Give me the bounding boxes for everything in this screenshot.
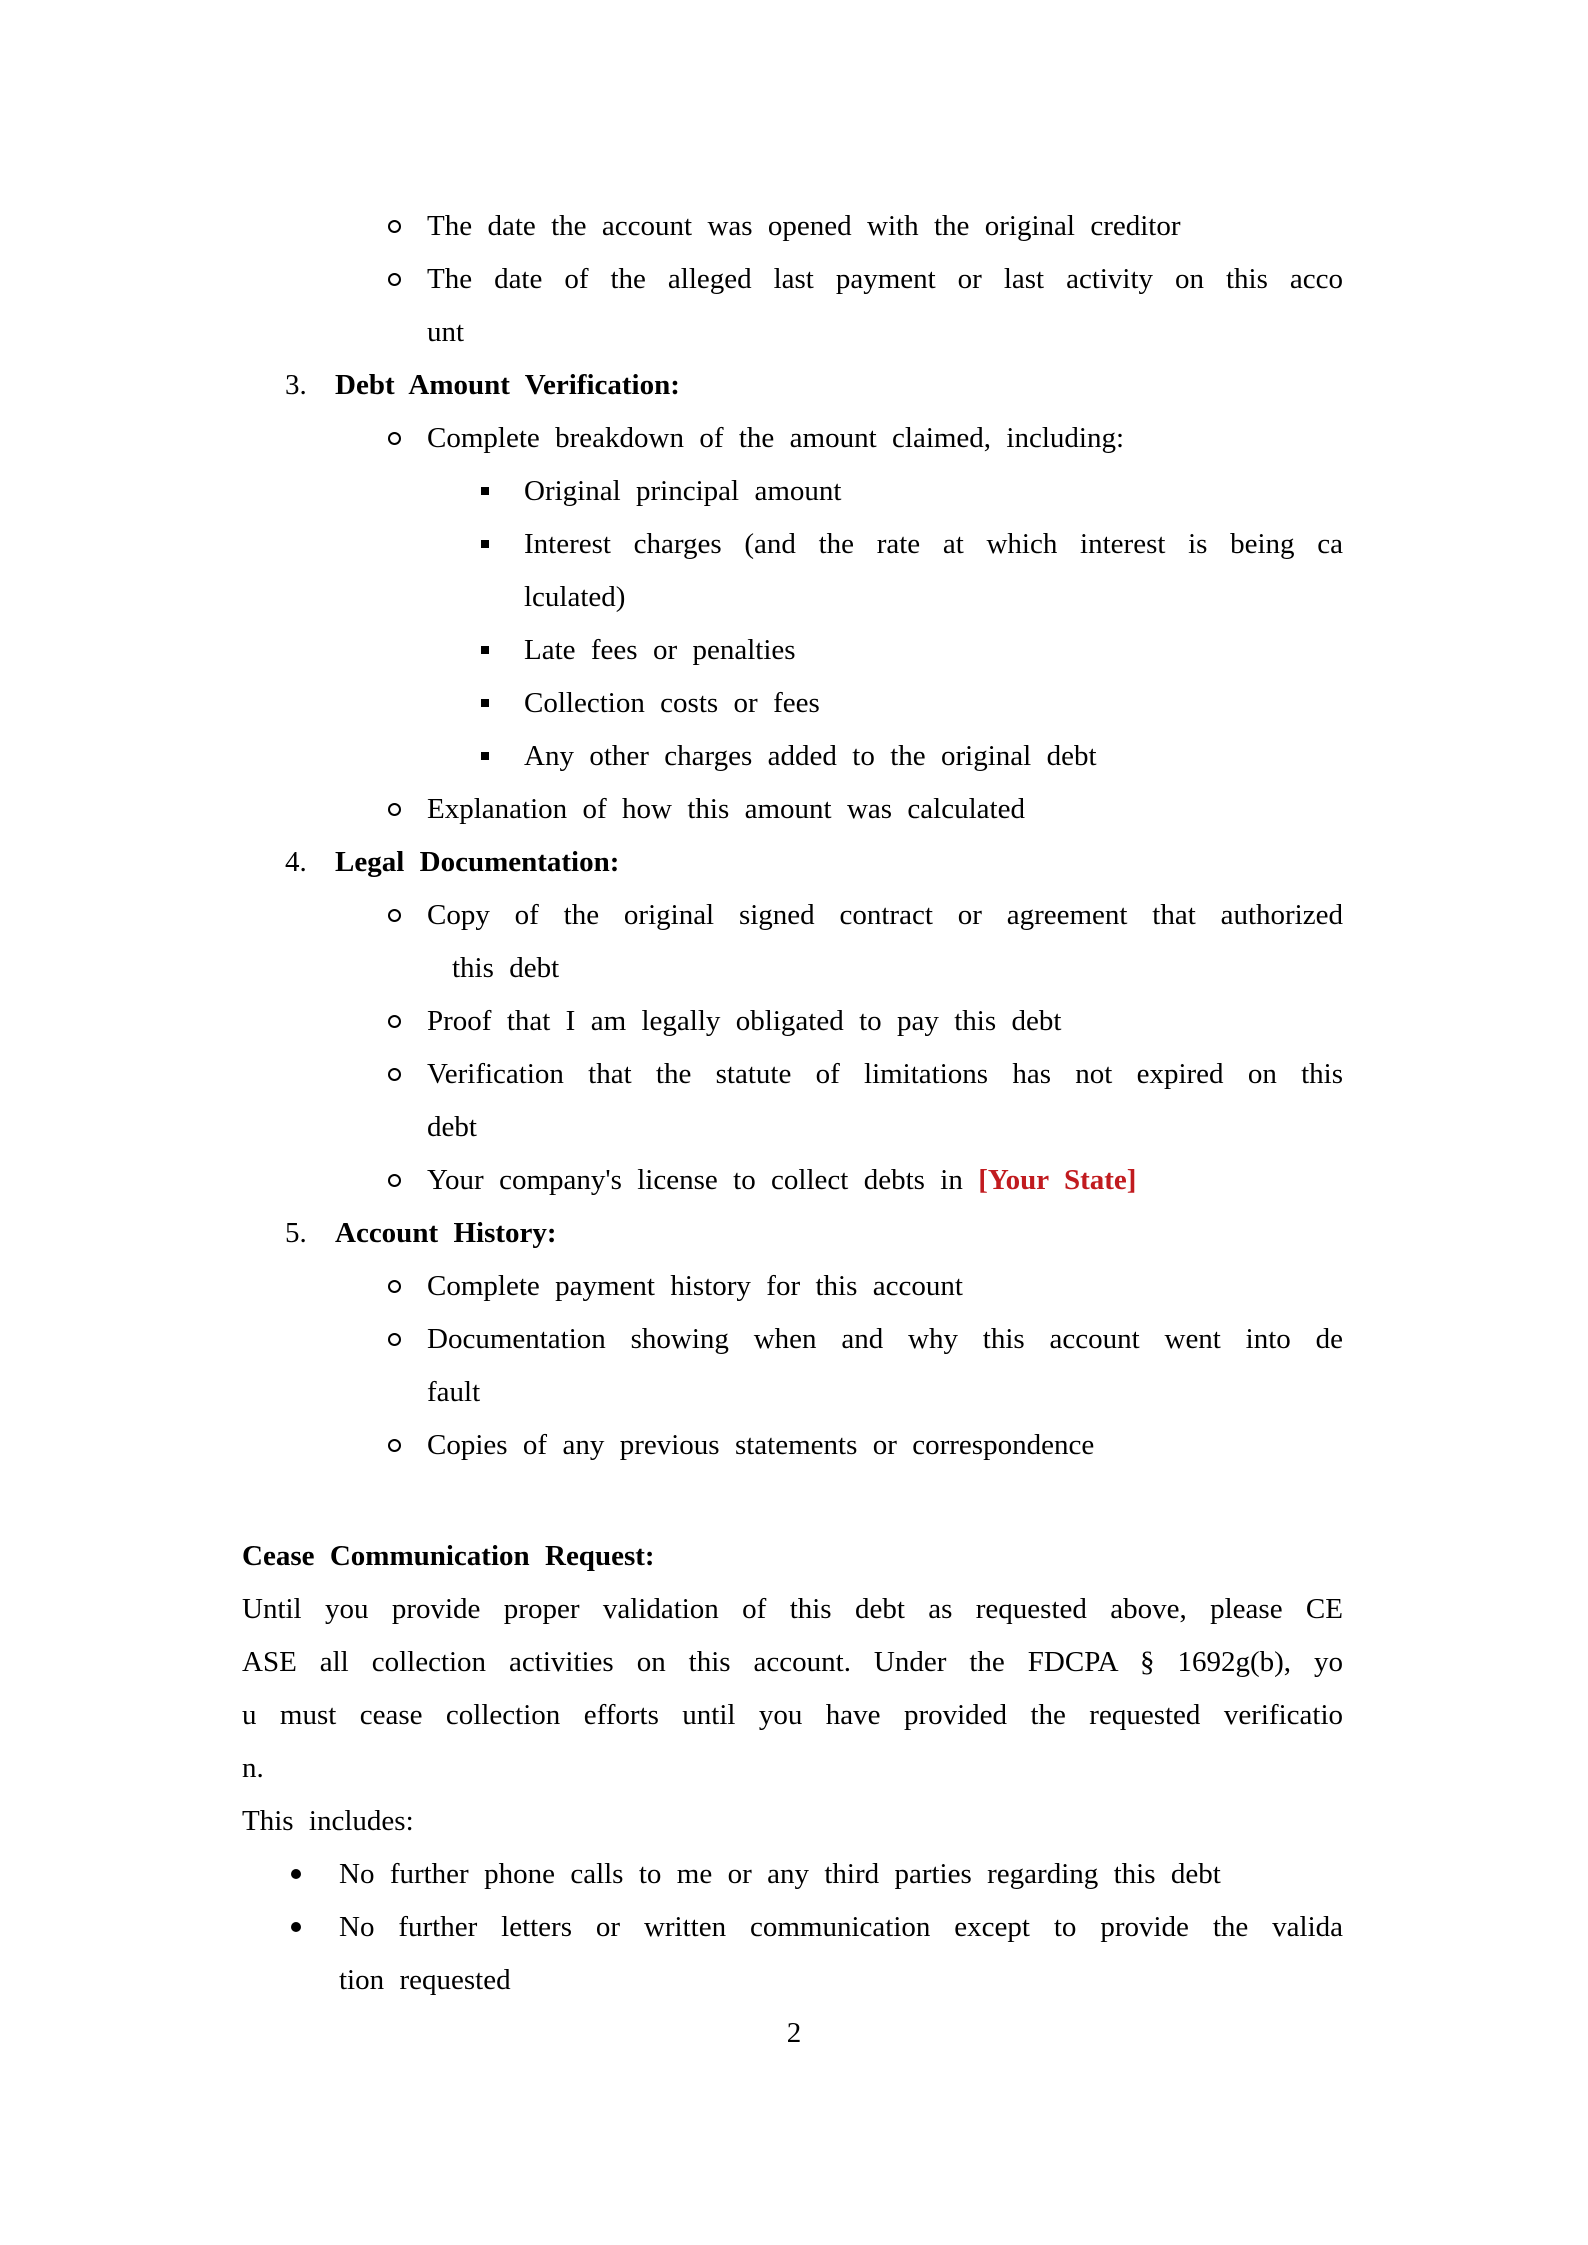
paragraph-line (0, 1742, 1588, 1795)
circle-bullet-icon (388, 1333, 401, 1346)
numbered-heading (0, 836, 1588, 889)
circle-bullet-icon (388, 1280, 401, 1293)
disc-bullet-icon (291, 1922, 301, 1932)
paragraph-gap (0, 1472, 1588, 1530)
heading-text: Debt Amount Verification: (335, 369, 680, 401)
square-bullet-icon (481, 752, 489, 760)
circle-bullet-icon (388, 273, 401, 286)
list-item-text: No further phone calls to me or any third parties regarding this debt (339, 1858, 1221, 1890)
circle-bullet-icon (388, 1015, 401, 1028)
list-item (0, 995, 1588, 1048)
square-bullet-icon (481, 699, 489, 707)
list-item-text: Verification that the statute of limitations has not expired on this (427, 1058, 1343, 1090)
list-item-text: Complete payment history for this account (427, 1270, 963, 1302)
circle-bullet-icon (388, 909, 401, 922)
list-item-text: this debt (452, 952, 560, 984)
list-item-text: Copies of any previous statements or correspondence (427, 1429, 1095, 1461)
circle-bullet-icon (388, 1174, 401, 1187)
list-item-text: Collection costs or fees (524, 687, 820, 719)
list-item-continuation (0, 1366, 1588, 1419)
list-item (0, 783, 1588, 836)
list-item (0, 200, 1588, 253)
list-item (0, 518, 1588, 571)
list-item-text-black: Your company's license to collect debts in (427, 1164, 979, 1196)
paragraph-text: Until you provide proper validation of this debt as requested above, please CE (242, 1593, 1343, 1625)
circle-bullet-icon (388, 803, 401, 816)
list-item (0, 1154, 1588, 1207)
list-item (0, 889, 1588, 942)
circle-bullet-icon (388, 220, 401, 233)
list-number: 5. (285, 1217, 307, 1249)
list-item-text: debt (427, 1111, 477, 1143)
list-item-text: Interest charges (and the rate at which interest is being ca (524, 528, 1343, 560)
list-item-text: unt (427, 316, 465, 348)
document-content (0, 200, 1588, 2060)
paragraph-line (0, 1795, 1588, 1848)
list-item-text: Proof that I am legally obligated to pay this debt (427, 1005, 1062, 1037)
list-item-text: Original principal amount (524, 475, 842, 507)
list-item-text: Late fees or penalties (524, 634, 796, 666)
list-item-continuation (0, 1101, 1588, 1154)
list-item (0, 1901, 1588, 1954)
list-item-continuation (0, 942, 1588, 995)
list-item-text: Explanation of how this amount was calculated (427, 793, 1025, 825)
paragraph-line (0, 1636, 1588, 1689)
list-item-continuation (0, 306, 1588, 359)
list-item (0, 1848, 1588, 1901)
list-item (0, 730, 1588, 783)
list-item-text: Copy of the original signed contract or agreement that authorized (427, 899, 1343, 931)
list-item-text: No further letters or written communication except to provide the valida (339, 1911, 1343, 1943)
paragraph-text: ASE all collection activities on this account. Under the FDCPA § 1692g(b), yo (242, 1646, 1343, 1678)
list-item-text (427, 1164, 1136, 1196)
list-item (0, 412, 1588, 465)
list-item-continuation (0, 571, 1588, 624)
section-heading (0, 1530, 1588, 1583)
square-bullet-icon (481, 487, 489, 495)
disc-bullet-icon (291, 1869, 301, 1879)
list-item (0, 1419, 1588, 1472)
heading-text: Legal Documentation: (335, 846, 620, 878)
numbered-heading (0, 359, 1588, 412)
list-item-text: lculated) (524, 581, 626, 613)
list-item (0, 1260, 1588, 1313)
circle-bullet-icon (388, 1068, 401, 1081)
page-number: 2 (786, 2017, 802, 2049)
heading-text: Account History: (335, 1217, 557, 1249)
list-number: 4. (285, 846, 307, 878)
list-item-text: Documentation showing when and why this account went into de (427, 1323, 1343, 1355)
list-item (0, 1313, 1588, 1366)
numbered-heading (0, 1207, 1588, 1260)
square-bullet-icon (481, 540, 489, 548)
paragraph-line (0, 1689, 1588, 1742)
list-item-text: Any other charges added to the original debt (524, 740, 1097, 772)
list-item-text: tion requested (339, 1964, 511, 1996)
list-item (0, 465, 1588, 518)
circle-bullet-icon (388, 1439, 401, 1452)
list-item-text: The date the account was opened with the original creditor (427, 210, 1181, 242)
list-number: 3. (285, 369, 307, 401)
paragraph-text: n. (242, 1752, 264, 1784)
list-item (0, 677, 1588, 730)
square-bullet-icon (481, 646, 489, 654)
list-item (0, 253, 1588, 306)
list-item-text: fault (427, 1376, 481, 1408)
list-item (0, 1048, 1588, 1101)
placeholder-your-state: [Your State] (978, 1164, 1137, 1196)
paragraph-text: This includes: (242, 1805, 414, 1837)
heading-text: Cease Communication Request: (242, 1540, 655, 1572)
paragraph-text: u must cease collection efforts until you have provided the requested verificatio (242, 1699, 1343, 1731)
paragraph-line (0, 1583, 1588, 1636)
list-item-continuation (0, 1954, 1588, 2007)
list-item-text: The date of the alleged last payment or last activity on this acco (427, 263, 1343, 295)
circle-bullet-icon (388, 432, 401, 445)
list-item-text: Complete breakdown of the amount claimed, including: (427, 422, 1125, 454)
list-item (0, 624, 1588, 677)
